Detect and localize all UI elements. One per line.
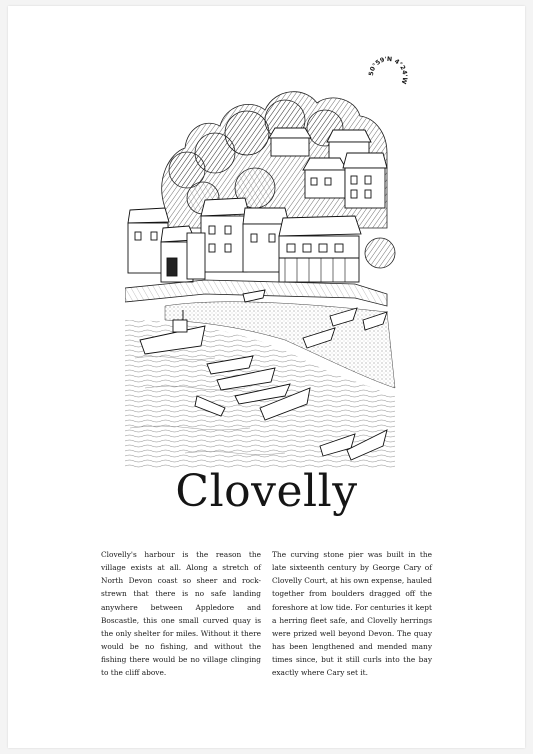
coordinates-stamp [366, 54, 410, 98]
harbour-illustration [125, 58, 405, 468]
body-column-right: The curving stone pier was built in the late sixteenth century by George Cary of Clovelly Court, at his own expense, hauled together from boulders dragged off the foreshore at low tide. For centuries it kept a herring fleet safe, and Clovelly herrings were prized well beyond Devon. The quay has been lengthened and mended many times since, but it still curls into the bay exactly where Cary set it. [272, 550, 432, 678]
coordinates-text: 50°59'N 4°24'W [367, 55, 409, 85]
body-column-left: Clovelly's harbour is the reason the village exists at all. Along a stretch of North Devon coast so sheer and rock-strewn that there is no safe landing anywhere between Appledore and Boscastle, this one small curved quay is the only shelter for miles. Without it there would be no fishing, and without the fishing there would be no village clinging to the cliff above. [101, 550, 261, 678]
page-title: Clovelly [175, 466, 358, 517]
harbour-sketch [125, 58, 405, 468]
